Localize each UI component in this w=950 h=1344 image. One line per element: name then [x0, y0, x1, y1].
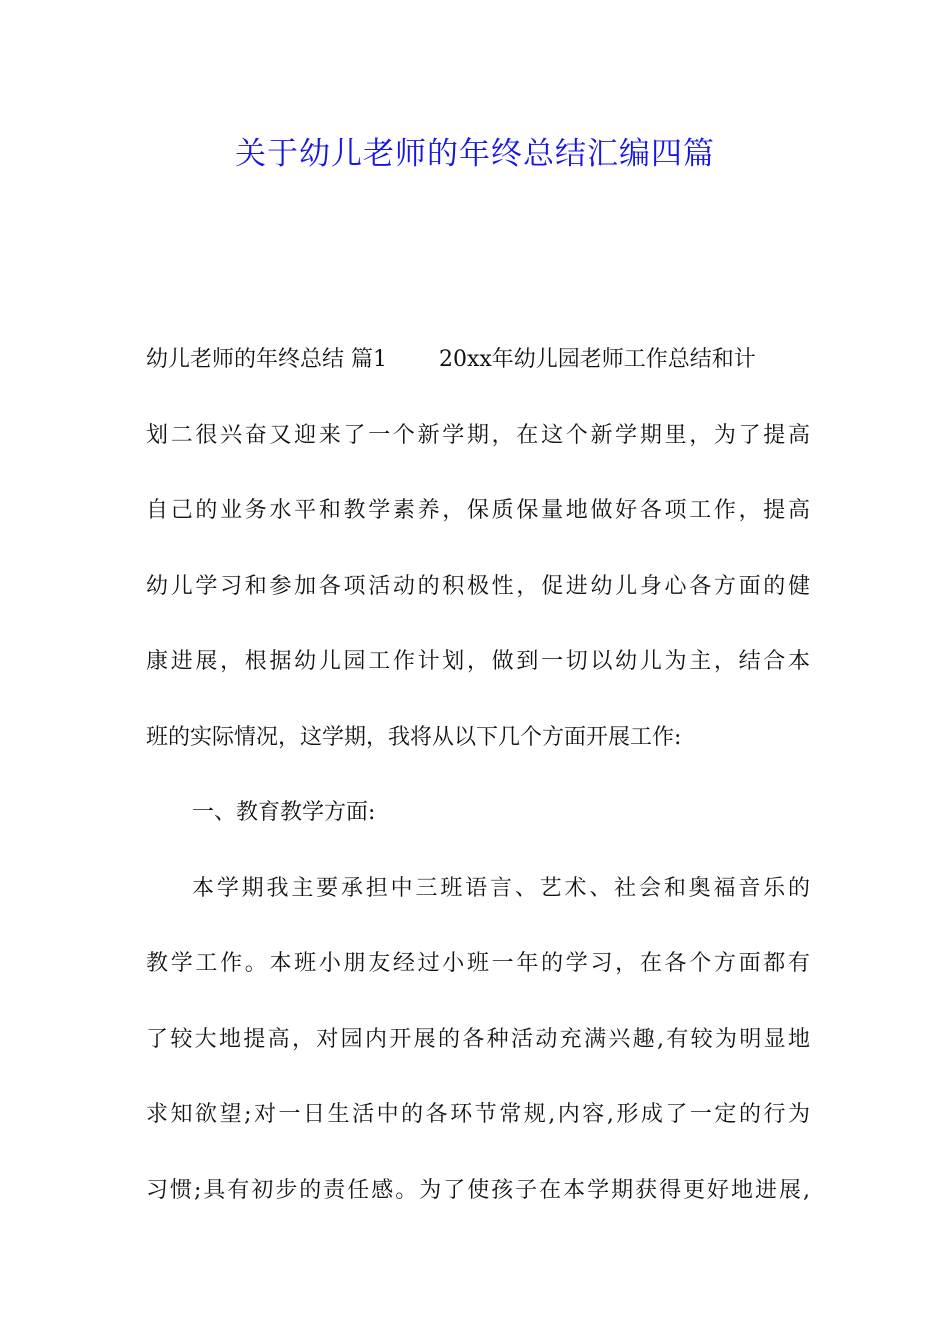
paragraph-line-4: 求知欲望;对一日生活中的各环节常规,内容,形成了一定的行为: [146, 1102, 810, 1127]
paragraph-line-3: 了较大地提高，对园内开展的各种活动充满兴趣,有较为明显地: [146, 1026, 810, 1052]
paragraph-line-1: 本学期我主要承担中三班语言、艺术、社会和奥福音乐的: [192, 875, 810, 901]
section-heading: 一、教育教学方面:: [192, 800, 376, 825]
paragraph-line-2: 教学工作。本班小朋友经过小班一年的学习，在各个方面都有: [146, 951, 810, 976]
text-line-3: 自己的业务水平和教学素养，保质保量地做好各项工作，提高: [146, 498, 810, 523]
paragraph-line-5: 习惯;具有初步的责任感。为了使孩子在本学期获得更好地进展,: [146, 1177, 810, 1203]
document-title: 关于幼儿老师的年终总结汇编四篇: [235, 136, 715, 172]
text-line-5: 康进展，根据幼儿园工作计划，做到一切以幼儿为主，结合本: [146, 649, 810, 674]
article-continuation: 20xx年幼儿园老师工作总结和计: [439, 347, 756, 372]
text-line-6: 班的实际情况，这学期，我将从以下几个方面开展工作:: [146, 724, 682, 750]
article-heading: 幼儿老师的年终总结 篇1: [146, 347, 387, 372]
document-body: [146, 338, 810, 1244]
text-line-1: [146, 338, 810, 414]
text-line-4: 幼儿学习和参加各项活动的积极性，促进幼儿身心各方面的健: [146, 573, 810, 599]
text-line-2: 划二很兴奋又迎来了一个新学期，在这个新学期里，为了提高: [146, 422, 810, 448]
